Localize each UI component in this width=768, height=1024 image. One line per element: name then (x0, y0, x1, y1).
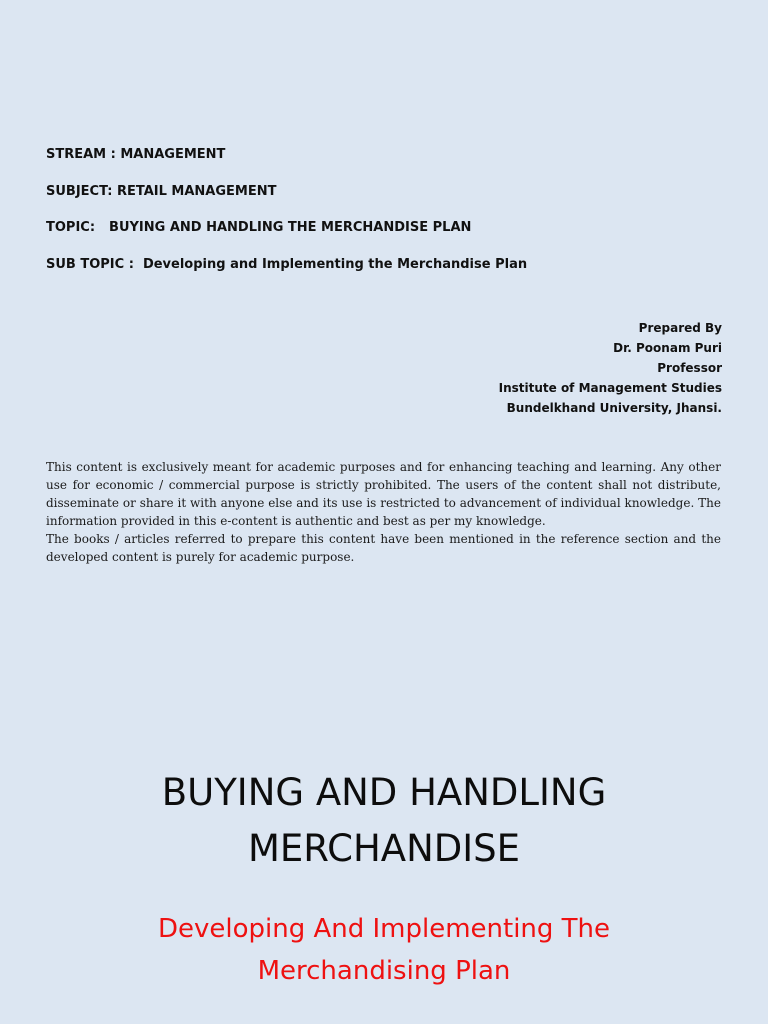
author-designation: Professor (657, 361, 722, 375)
sub-title (0, 908, 768, 992)
disclaimer-paragraph-1: This content is exclusively meant for academic purposes and for enhancing teaching and learning. Any other use for economic / commercial purpose is strictly prohibited. The users of the content shall not distribute, disseminate or share it with anyone else and its use is restricted to advancement of individual knowledge. The information provided in this e-content is authentic and best as per my knowledge. (46, 460, 721, 528)
author-institute: Institute of Management Studies (498, 381, 722, 395)
main-title-line-1: BUYING AND HANDLING (161, 771, 607, 814)
disclaimer-block (46, 458, 721, 566)
sub-title-line-2: Merchandising Plan (257, 956, 511, 986)
main-title-line-2: MERCHANDISE (247, 827, 521, 870)
prepared-by-heading: Prepared By (638, 321, 722, 335)
topic-line (46, 220, 471, 235)
main-title (0, 765, 768, 877)
subject-line: SUBJECT: RETAIL MANAGEMENT (46, 184, 277, 199)
topic-value: BUYING AND HANDLING THE MERCHANDISE PLAN (109, 220, 472, 235)
disclaimer-paragraph-2: The books / articles referred to prepare this content have been mentioned in the reference section and the developed content is purely for academic purpose. (46, 532, 721, 564)
topic-label: TOPIC: (46, 220, 96, 235)
author-university: Bundelkhand University, Jhansi. (506, 401, 722, 415)
prepared-by-block (499, 318, 722, 418)
stream-line: STREAM : MANAGEMENT (46, 147, 226, 162)
sub-title-line-1: Developing And Implementing The (157, 914, 611, 944)
subtopic-line: SUB TOPIC : Developing and Implementing the Merchandise Plan (46, 257, 528, 272)
author-name: Dr. Poonam Puri (613, 341, 722, 355)
